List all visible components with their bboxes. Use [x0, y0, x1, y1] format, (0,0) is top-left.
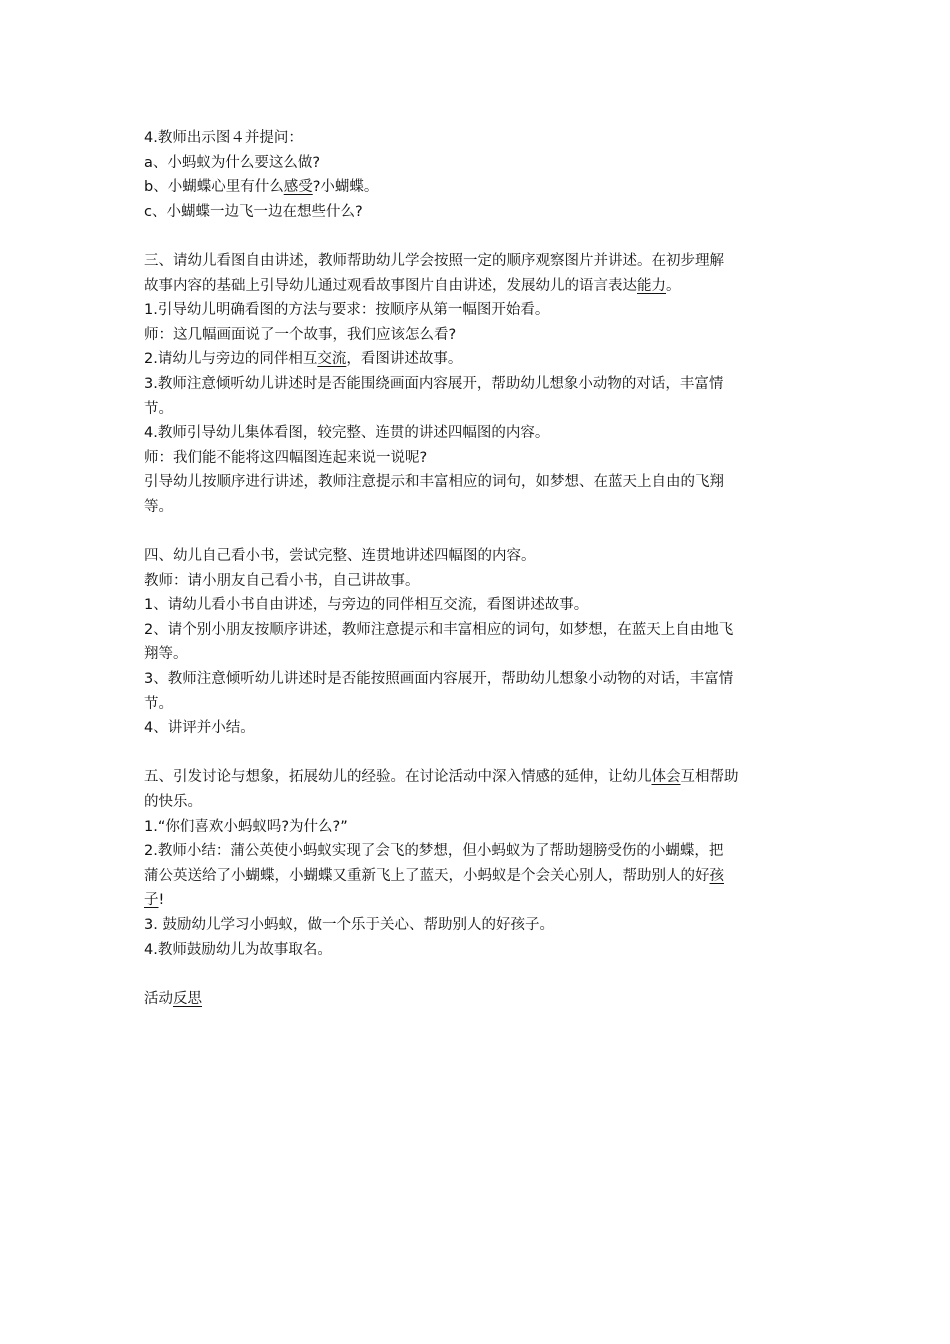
- text-line: [144, 274, 812, 299]
- document-page: [144, 126, 812, 1011]
- text-line: a、小蚂蚁为什么要这么做?: [144, 154, 321, 171]
- text-line: 3、教师注意倾听幼儿讲述时是否能按照画面内容展开，帮助幼儿想象小动物的对话，丰富情: [144, 671, 734, 688]
- text-line: 师：这几幅画面说了一个故事，我们应该怎么看?: [144, 326, 457, 343]
- text-span: b、小蝴蝶心里有什么: [144, 179, 284, 196]
- underlined-link-text: 孩: [709, 867, 724, 884]
- paragraph-gap: [144, 741, 812, 766]
- text-line: [144, 175, 812, 200]
- paragraph-gap: [144, 520, 812, 545]
- section-heading: 四、幼儿自己看小书，尝试完整、连贯地讲述四幅图的内容。: [144, 548, 536, 565]
- text-line: 节。: [144, 695, 173, 712]
- text-line: 翔等。: [144, 646, 188, 663]
- text-span: 。: [666, 277, 681, 294]
- text-line: [144, 888, 812, 913]
- text-span: 蒲公英送给了小蝴蝶，小蝴蝶又重新飞上了蓝天，小蚂蚁是个会关心别人，帮助别人的好: [144, 867, 710, 884]
- text-line: 1.引导幼儿明确看图的方法与要求：按顺序从第一幅图开始看。: [144, 302, 550, 319]
- text-span: 五、引发讨论与想象，拓展幼儿的经验。在讨论活动中深入情感的延伸，让幼儿: [144, 769, 652, 786]
- text-line: 2.教师小结：蒲公英使小蚂蚁实现了会飞的梦想，但小蚂蚁为了帮助翅膀受伤的小蝴蝶，把: [144, 843, 724, 860]
- underlined-link-text: 体会: [651, 769, 681, 786]
- underlined-link-text: 子: [144, 892, 159, 909]
- text-span: 活动: [144, 990, 173, 1007]
- text-span: ?小蝴蝶。: [312, 179, 379, 196]
- section-heading: [144, 765, 812, 790]
- text-span: !: [158, 892, 165, 909]
- text-line: c、小蝴蝶一边飞一边在想些什么?: [144, 203, 363, 220]
- text-line: [144, 347, 812, 372]
- text-line: 1、请幼儿看小书自由讲述，与旁边的同伴相互交流，看图讲述故事。: [144, 597, 589, 614]
- text-line: 的快乐。: [144, 794, 202, 811]
- text-line: 师：我们能不能将这四幅图连起来说一说呢?: [144, 449, 428, 466]
- underlined-link-text: 感受: [283, 179, 313, 196]
- text-line: 1.“你们喜欢小蚂蚁吗?为什么?”: [144, 818, 348, 835]
- underlined-link-text: 交流: [317, 351, 347, 368]
- text-line: 引导幼儿按顺序进行讲述，教师注意提示和丰富相应的词句，如梦想、在蓝天上自由的飞翔: [144, 474, 724, 491]
- text-line: 节。: [144, 400, 173, 417]
- text-line: 等。: [144, 498, 173, 515]
- text-line: 3.教师注意倾听幼儿讲述时是否能围绕画面内容展开，帮助幼儿想象小动物的对话，丰富情: [144, 375, 724, 392]
- paragraph-gap: [144, 962, 812, 987]
- text-line: 4.教师出示图４并提问：: [144, 130, 303, 146]
- text-line: 教师：请小朋友自己看小书，自己讲故事。: [144, 572, 420, 589]
- text-line: 3. 鼓励幼儿学习小蚂蚁，做一个乐于关心、帮助别人的好孩子。: [144, 917, 554, 933]
- text-span: 2.请幼儿与旁边的同伴相互: [144, 351, 318, 368]
- section-heading: 三、请幼儿看图自由讲述，教师帮助幼儿学会按照一定的顺序观察图片并讲述。在初步理解: [144, 252, 724, 269]
- text-line: [144, 864, 812, 889]
- text-line: 4.教师引导幼儿集体看图，较完整、连贯的讲述四幅图的内容。: [144, 425, 550, 442]
- text-span: 故事内容的基础上引导幼儿通过观看故事图片自由讲述，发展幼儿的语言表达: [144, 277, 637, 294]
- text-line: 4、讲评并小结。: [144, 720, 255, 737]
- underlined-link-text: 反思: [173, 990, 202, 1007]
- section-heading: [144, 987, 812, 1012]
- text-line: 2、请个别小朋友按顺序讲述，教师注意提示和丰富相应的词句，如梦想，在蓝天上自由地飞: [144, 621, 734, 638]
- text-span: ，看图讲述故事。: [346, 351, 463, 368]
- underlined-link-text: 能力: [637, 277, 666, 294]
- text-line: 4.教师鼓励幼儿为故事取名。: [144, 941, 332, 958]
- text-span: 互相帮助: [680, 769, 739, 786]
- paragraph-gap: [144, 224, 812, 249]
